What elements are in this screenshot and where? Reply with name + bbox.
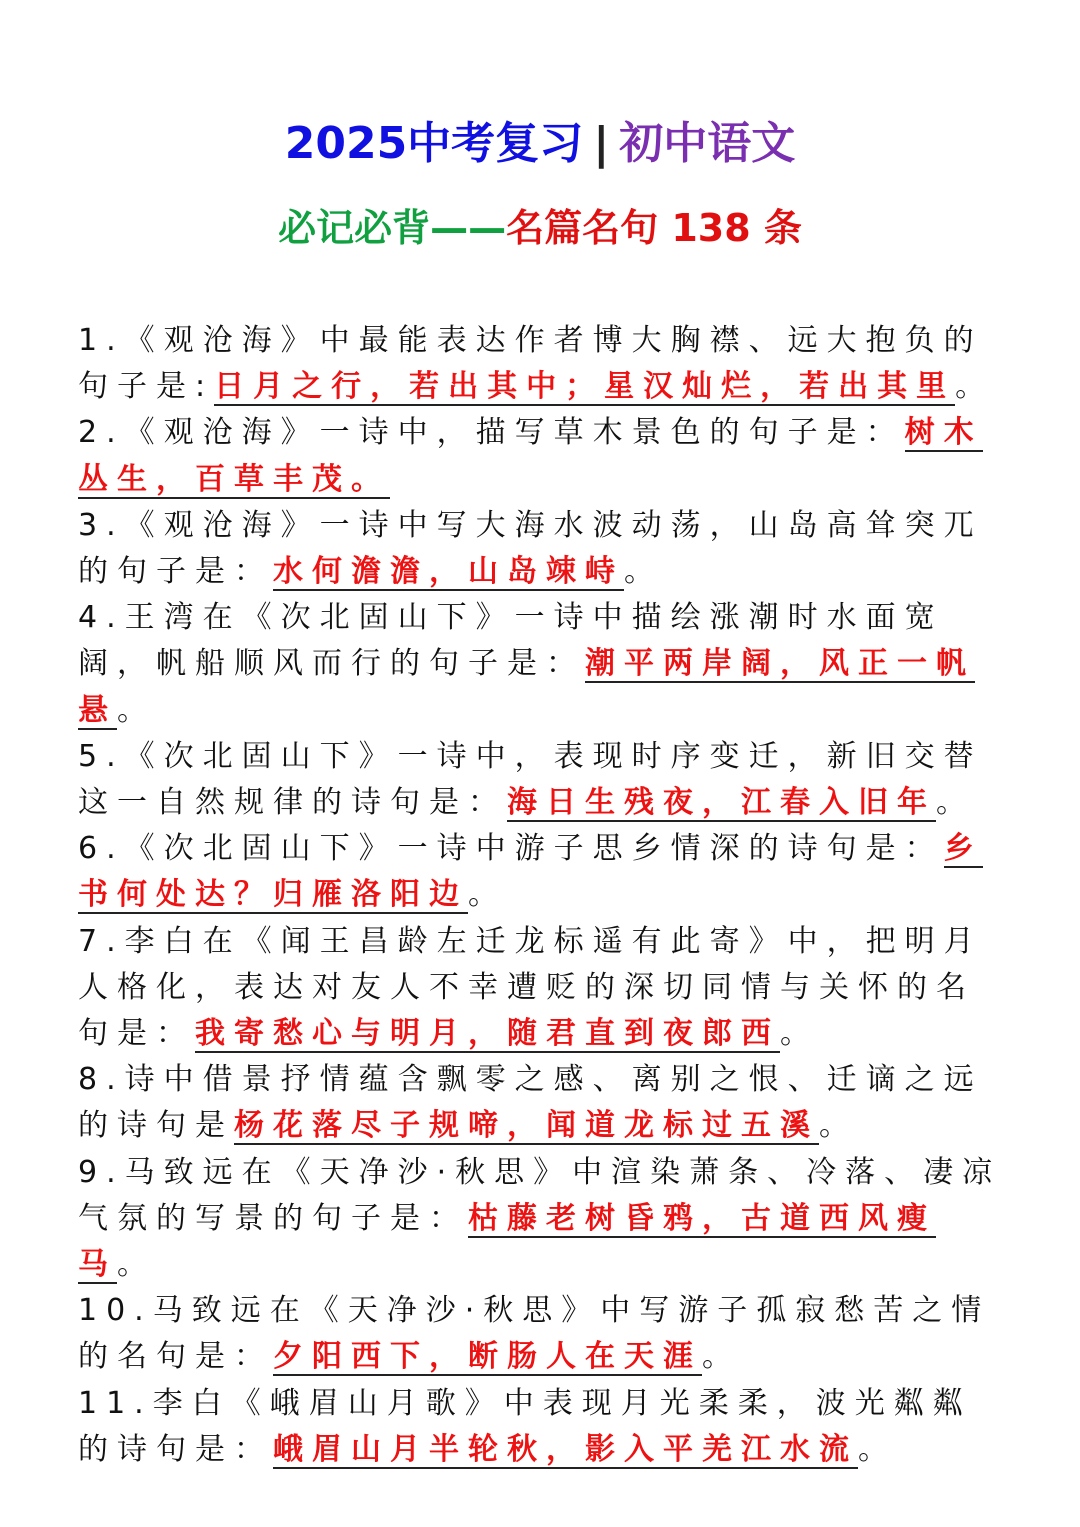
answer-text: 夕阳西下，断肠人在天涯 [273,1339,702,1375]
answer-end: 。 [117,1247,156,1283]
answer-text: 树木丛生，百草丰茂。 [78,415,983,497]
question-text: 3.《观沧海》一诗中写大海水波动荡，山岛高耸突兀的句子是： [78,507,983,590]
answer-text: 我寄愁心与明月，随君直到夜郎西 [195,1016,780,1052]
question-text: 10.马致远在《天净沙·秋思》中写游子孤寂愁苦之情的名句是： [78,1293,991,1375]
list-item [78,826,1003,918]
list-item [78,1288,1003,1380]
question-text: 1.《观沧海》中最能表达作者博大胸襟、远大抱负的句子是: [78,323,983,405]
list-item [78,503,1003,595]
answer-text: 水何澹澹，山岛竦峙 [273,554,624,590]
page-title [0,112,1080,176]
question-text: 6.《次北固山下》一诗中游子思乡情深的诗句是： [78,831,944,867]
answer-text: 潮平两岸阔，风正一帆悬 [78,646,975,728]
question-text: 2.《观沧海》一诗中，描写草木景色的句子是： [78,415,905,451]
subtitle-famous-lines: 名篇名句 138 条 [506,206,802,250]
list-item [78,919,1003,1058]
list-item [78,410,1003,502]
list-item [78,595,1003,734]
answer-text: 峨眉山月半轮秋，影入平羌江水流 [273,1431,858,1467]
answer-end: 。 [955,369,995,405]
answer-text: 乡书何处达？归雁洛阳边 [78,831,983,913]
answer-text: 枯藤老树昏鸦，古道西风瘦马 [78,1200,936,1283]
title-separator: | [593,118,610,169]
answer-end: 。 [702,1339,741,1375]
subtitle-must-memorize: 必记必背—— [278,206,507,250]
list-item [78,318,1003,410]
answer-end: 。 [117,692,156,728]
page-subtitle [0,198,1080,258]
question-text: 7.李白在《闻王昌龄左迁龙标遥有此寄》中，把明月人格化，表达对友人不幸遭贬的深切同情与关怀的名句是： [78,923,983,1052]
answer-end: 。 [780,1016,819,1052]
question-text: 8.诗中借景抒情蕴含飘零之感、离别之恨、迁谪之远的诗句是 [78,1062,983,1144]
question-text: 9.马致远在《天净沙·秋思》中渲染萧条、冷落、凄凉气氛的写景的句子是： [78,1154,1002,1236]
list-item [78,1150,1003,1289]
list-item [78,734,1003,826]
answer-text: 杨花落尽子规啼，闻道龙标过五溪 [234,1108,819,1144]
answer-end: 。 [819,1108,858,1144]
answer-text: 日月之行，若出其中；星汉灿烂，若出其里 [214,369,956,405]
question-text: 5.《次北固山下》一诗中，表现时序变迁，新旧交替这一自然规律的诗句是： [78,738,983,821]
answer-end: 。 [858,1431,897,1467]
question-text: 4.王湾在《次北固山下》一诗中描绘涨潮时水面宽阔，帆船顺风而行的句子是： [78,600,944,682]
answer-text: 海日生残夜，江春入旧年 [507,785,936,821]
answer-end: 。 [936,785,975,821]
answer-end: 。 [624,554,663,590]
title-exam-review: 2025中考复习 [284,118,584,169]
answer-end: 。 [468,877,507,913]
title-subject: 初中语文 [619,118,796,169]
question-list [78,318,1003,1473]
list-item [78,1057,1003,1149]
list-item [78,1381,1003,1473]
question-text: 11.李白《峨眉山月歌》中表现月光柔柔，波光粼粼的诗句是： [78,1385,972,1467]
